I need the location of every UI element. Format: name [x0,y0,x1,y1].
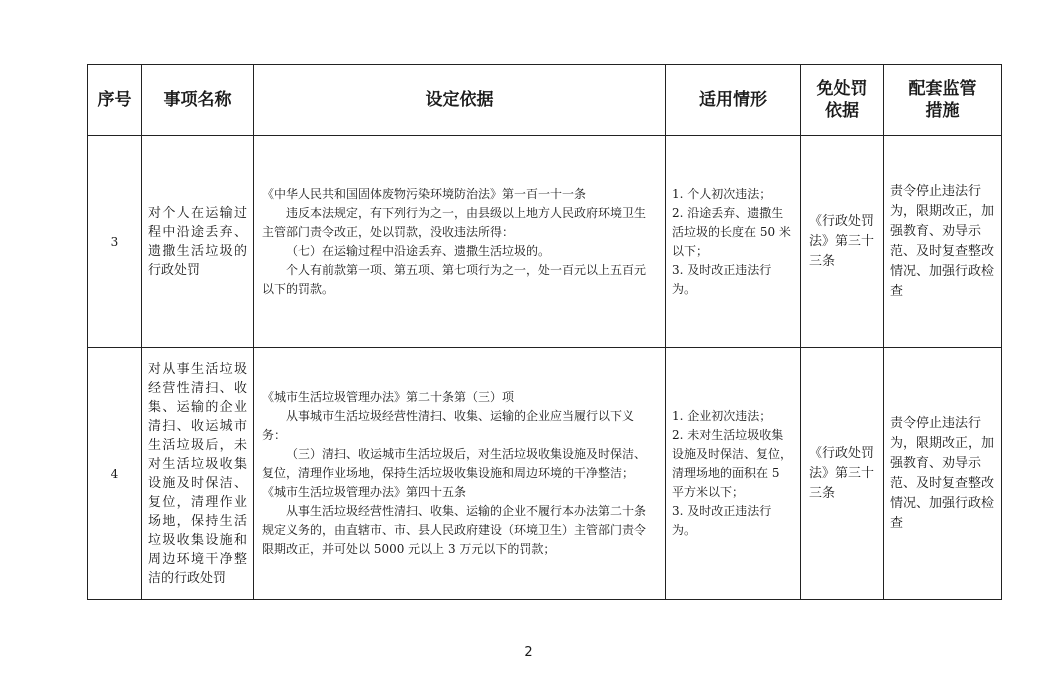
basis-line: 个人有前款第一项、第五项、第七项行为之一，处一百元以上五百元以下的罚款。 [262,262,647,296]
header-measure-line1: 配套监管 [908,79,977,99]
header-case: 适用情形 [666,65,801,136]
legal-basis [254,348,666,600]
case-line: 2. 未对生活垃圾收集设施及时保洁、复位，清理场地的面积在 5 平方米以下； [672,428,793,499]
header-basis: 设定依据 [254,65,666,136]
supervision-measure: 责令停止违法行为，限期改正，加强教育、劝导示范、及时复查整改情况、加强行政检查 [884,348,1002,600]
table-row [88,136,1002,348]
header-exempt [801,65,884,136]
table-header-row [88,65,1002,136]
basis-line: （七）在运输过程中沿途丢弃、遗撒生活垃圾的。 [286,243,551,258]
basis-line: 从事生活垃圾经营性清扫、收集、运输的企业不履行本办法第二十条规定义务的，由直辖市、市、县人民政府建设（环境卫生）主管部门责令限期改正，并可处以 5000 元以上 3 万元以下的罚款； [262,504,647,556]
header-measure-line2: 措施 [925,101,960,121]
basis-line: 《中华人民共和国固体废物污染环境防治法》第一百一十一条 [262,186,587,201]
header-name: 事项名称 [142,65,254,136]
page-number: 2 [524,645,533,660]
case-line: 3. 及时改正违法行为。 [672,504,772,537]
header-exempt-line1: 免处罚 [816,79,868,99]
case-line: 1. 个人初次违法； [672,186,772,201]
basis-line: 《城市生活垃圾管理办法》第二十条第（三）项 [262,390,515,404]
supervision-measure: 责令停止违法行为，限期改正，加强教育、劝导示范、及时复查整改情况、加强行政检查 [884,136,1002,348]
row-number: 4 [88,348,142,600]
basis-line: 违反本法规定，有下列行为之一，由县级以上地方人民政府环境卫生主管部门责令改正，处以罚款，没收违法所得： [262,205,647,239]
exemption-basis: 《行政处罚法》第三十三条 [801,348,884,600]
applicable-case [666,136,801,348]
case-line: 1. 企业初次违法； [672,409,772,423]
basis-line: 从事城市生活垃圾经营性清扫、收集、运输的企业应当履行以下义务： [262,409,635,442]
header-measure [884,65,1002,136]
item-name: 对个人在运输过程中沿途丢弃、遗撒生活垃圾的行政处罚 [142,136,254,348]
exemption-basis: 《行政处罚法》第三十三条 [801,136,884,348]
basis-line: （三）清扫、收运城市生活垃圾后，对生活垃圾收集设施及时保洁、复位，清理作业场地，保持生活垃圾收集设施和周边环境的干净整洁； [262,447,647,480]
row-number: 3 [88,136,142,348]
applicable-case [666,348,801,600]
case-line: 2. 沿途丢弃、遗撒生活垃圾的长度在 50 米以下； [672,205,791,258]
header-exempt-line2: 依据 [825,101,859,121]
header-no: 序号 [88,65,142,136]
legal-basis [254,136,666,348]
case-line: 3. 及时改正违法行为。 [672,262,772,296]
item-name: 对从事生活垃圾经营性清扫、收集、运输的企业清扫、收运城市生活垃圾后，未对生活垃圾收集设施及时保洁、复位，清理作业场地，保持生活垃圾收集设施和周边环境干净整洁的行政处罚 [142,348,254,600]
regulation-table [87,64,1002,600]
basis-line: 《城市生活垃圾管理办法》第四十五条 [262,485,467,499]
table-row [88,348,1002,600]
